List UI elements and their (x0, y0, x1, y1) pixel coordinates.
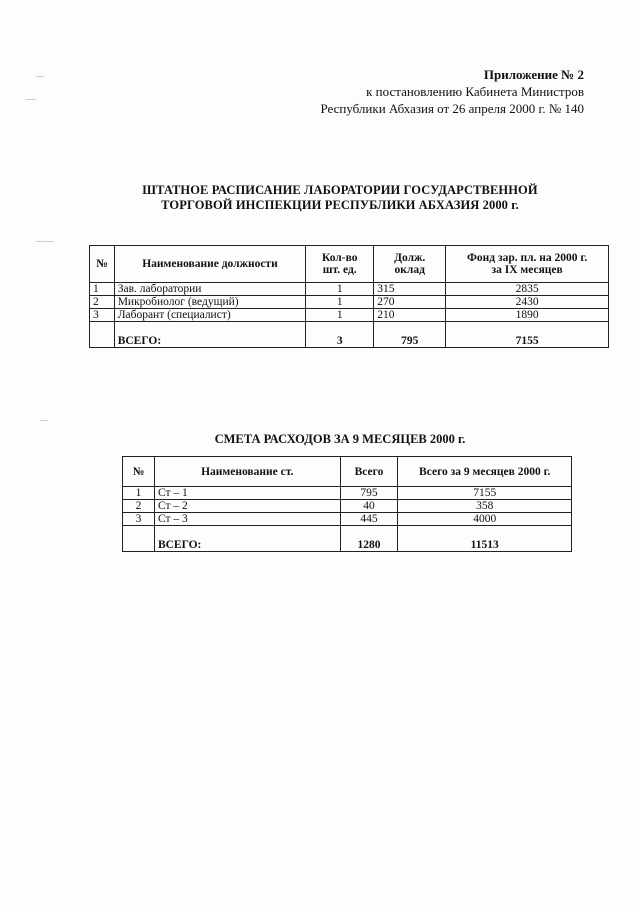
column-header: Наименование должности (114, 246, 306, 283)
cell-salary: 315 (374, 283, 446, 296)
total-total9: 11513 (398, 526, 572, 552)
cell-num: 2 (90, 296, 115, 309)
cell-total: 40 (340, 500, 398, 513)
column-header: Всего (340, 457, 398, 487)
appendix-reference (320, 66, 584, 117)
header-line: Фонд зар. пл. на 2000 г. (467, 252, 588, 264)
header-line: Кол-во (321, 252, 358, 264)
cell-name: Ст – 2 (154, 500, 340, 513)
table-row (90, 283, 609, 296)
staff-schedule-table (89, 245, 609, 348)
appendix-line: к постановлению Кабинета Министров (366, 84, 584, 99)
title-line: ШТАТНОЕ РАСПИСАНИЕ ЛАБОРАТОРИИ ГОСУДАРСТВЕННОЙ (142, 183, 538, 197)
total-salary: 795 (374, 322, 446, 348)
cell-name: Ст – 1 (154, 487, 340, 500)
column-header: Всего за 9 месяцев 2000 г. (398, 457, 572, 487)
total-total: 1280 (340, 526, 398, 552)
cell-num: 3 (123, 513, 155, 526)
cell-salary: 210 (374, 309, 446, 322)
cell-num (123, 526, 155, 552)
cell-name: Микробиолог (ведущий) (114, 296, 306, 309)
cell-total: 795 (340, 487, 398, 500)
column-header (374, 246, 446, 283)
header-line: за IX месяцев (491, 264, 563, 276)
total-label: ВСЕГО: (154, 526, 340, 552)
cell-fund: 2430 (446, 296, 609, 309)
total-count: 3 (306, 322, 374, 348)
title-line: ТОРГОВОЙ ИНСПЕКЦИИ РЕСПУБЛИКИ АБХАЗИЯ 2000 г. (161, 198, 519, 212)
appendix-line: Республики Абхазия от 26 апреля 2000 г. № 140 (320, 101, 584, 116)
header-line: Долж. (394, 252, 426, 264)
cell-name: Зав. лаборатории (114, 283, 306, 296)
staff-table-title (60, 183, 620, 213)
budget-table-title: СМЕТА РАСХОДОВ ЗА 9 МЕСЯЦЕВ 2000 г. (214, 432, 466, 446)
cell-fund: 2835 (446, 283, 609, 296)
cell-count: 1 (306, 309, 374, 322)
cell-fund: 1890 (446, 309, 609, 322)
table-header-row (123, 457, 572, 487)
column-header: № (123, 457, 155, 487)
total-label: ВСЕГО: (114, 322, 306, 348)
header-line: оклад (394, 264, 425, 276)
cell-salary: 270 (374, 296, 446, 309)
table-row (123, 500, 572, 513)
table-row (123, 487, 572, 500)
table-total-row (90, 322, 609, 348)
cell-total9: 7155 (398, 487, 572, 500)
table-total-row (123, 526, 572, 552)
appendix-title: Приложение № 2 (483, 67, 584, 82)
total-fund: 7155 (446, 322, 609, 348)
table-row (123, 513, 572, 526)
scan-mark (36, 241, 54, 242)
cell-num: 2 (123, 500, 155, 513)
cell-total9: 358 (398, 500, 572, 513)
cell-total: 445 (340, 513, 398, 526)
cell-num: 1 (90, 283, 115, 296)
cell-name: Лаборант (специалист) (114, 309, 306, 322)
scan-mark (40, 420, 48, 421)
column-header (306, 246, 374, 283)
table-row (90, 296, 609, 309)
column-header: Наименование ст. (154, 457, 340, 487)
scan-mark (36, 76, 44, 77)
table-header-row (90, 246, 609, 283)
table-row (90, 309, 609, 322)
cell-name: Ст – 3 (154, 513, 340, 526)
column-header: № (90, 246, 115, 283)
column-header (446, 246, 609, 283)
cell-count: 1 (306, 283, 374, 296)
budget-estimate-table (122, 456, 572, 552)
cell-count: 1 (306, 296, 374, 309)
scan-mark (26, 99, 36, 100)
cell-num (90, 322, 115, 348)
cell-total9: 4000 (398, 513, 572, 526)
header-line: шт. ед. (322, 264, 357, 276)
cell-num: 1 (123, 487, 155, 500)
cell-num: 3 (90, 309, 115, 322)
